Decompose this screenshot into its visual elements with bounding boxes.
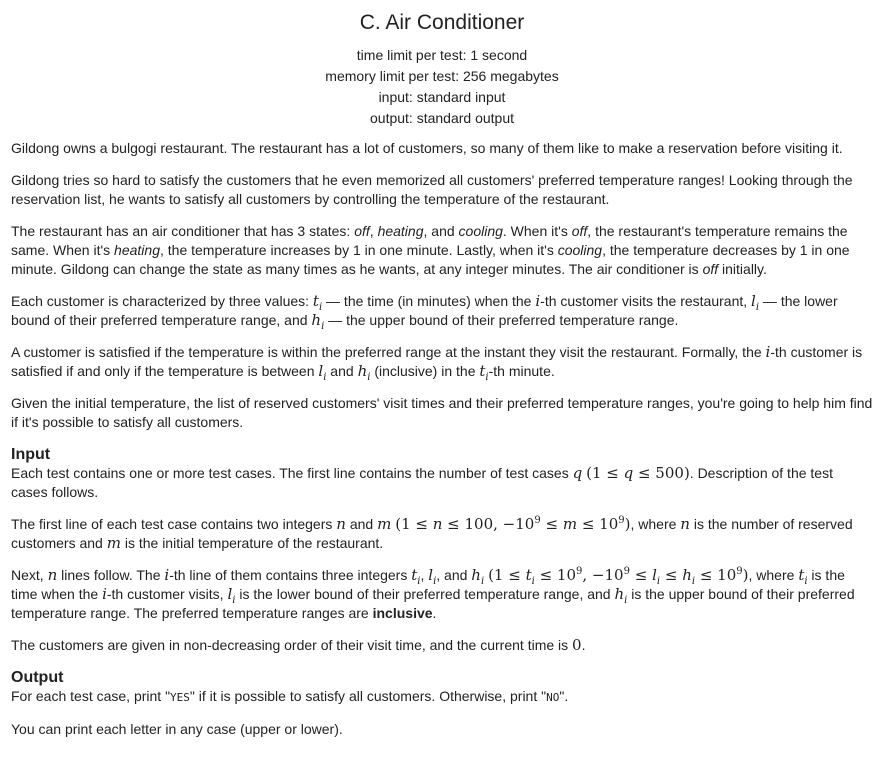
- formula-nm-range: (1 ≤ n ≤ 100, $-10^9 \le m \le 10^9$): [395, 515, 631, 533]
- formula-i: i: [535, 292, 541, 310]
- formula-h-i: $h_i$: [311, 311, 325, 332]
- formula-i: i: [102, 585, 107, 603]
- input-specification: [11, 445, 873, 655]
- formula-n: n: [47, 566, 58, 584]
- formula-t-i: $t_i$: [312, 292, 323, 313]
- yes-literal: YES: [170, 691, 190, 704]
- legend-paragraph-3: The restaurant has an air conditioner that has 3 states: off, heating, and cooling. When it's off, the restaurant's temperature remains the same. When it's heating, the temperature increases by 1 in one minute. Lastly, when it's cooling, the temperature decreases by 1 in one minute. Gildong can change the state as many times as he wants, at any integer minutes. The air conditioner is off initially.: [11, 223, 850, 277]
- input-paragraph-1: Each test contains one or more test cases. The first line contains the number of test cases q (1 ≤ q ≤ 500). Description of the test cases follows.: [11, 464, 833, 500]
- formula-h-i: $h_i$: [357, 362, 371, 383]
- formula-h-i: $h_i$: [471, 566, 485, 587]
- formula-n: n: [336, 515, 346, 533]
- legend-paragraph-5: A customer is satisfied if the temperature is within the preferred range at the instant they visit the restaurant. Formally, the i-th customer is satisfied if and only if the temperature is between $l_i$ and $h_i$ (inclusive) in the $t_i-th$ minute.: [11, 343, 863, 383]
- input-paragraph-2: The first line of each test case contains two integers n and m (1 ≤ n ≤ 100, $-10^9 \le m \le 10^9$), where n is the number of reserved customers and m is the initial temperature of the restaurant.: [11, 515, 853, 552]
- problem-header: [11, 0, 873, 129]
- formula-q: q: [572, 464, 583, 482]
- formula-l-i: $l_i$: [751, 292, 760, 313]
- no-literal: NO: [546, 691, 560, 704]
- formula-n: n: [680, 515, 690, 533]
- memory-limit: memory limit per test: 256 megabytes: [325, 68, 559, 84]
- legend-paragraph-6: Given the initial temperature, the list of reserved customers' visit times and their preferred temperature ranges, you're going to help him find if it's possible to satisfy all customers.: [11, 395, 873, 430]
- time-limit: time limit per test: 1 second: [356, 47, 528, 63]
- formula-m: m: [377, 515, 392, 533]
- legend-paragraph-2: Gildong tries so hard to satisfy the customers that he even memorized all customers' preferred temperature ranges! Looking through the reservation list, he wants to satisfy all customers by controlling the temperature of the restaurant.: [11, 172, 853, 207]
- input-paragraph-3: Next, n lines follow. The i-th line of them contains three integers $t_i$, $l_i$, and $h_i$ ($1 \le t_i \le 10^9$, $-10^9 \le l_i \le h_i \le 10^9$), where $t_i$ is the time when the i-th customer visits, $l_i$ is the lower bound of their preferred temperature range, and $h_i$ is the upper bound of their preferred temperature range. The preferred temperature ranges are inclusive.: [11, 566, 855, 621]
- input-file: input: standard input: [378, 89, 506, 105]
- formula-h-i: $h_i$: [614, 585, 628, 606]
- formula-t-i: $t_i$: [479, 362, 489, 383]
- input-section-title: Input: [11, 446, 51, 463]
- legend: [11, 139, 873, 432]
- formula-l-i: $l_i$: [318, 362, 327, 383]
- output-paragraph-2: You can print each letter in any case (upper or lower).: [11, 721, 343, 737]
- formula-t-i: $t_i$: [798, 566, 808, 587]
- formula-q-range: (1 ≤ q ≤ 500): [586, 464, 690, 482]
- formula-tlh-range: ($1 \le t_i \le 10^9$, $-10^9 \le l_i \le h_i \le 10^9$): [488, 566, 749, 587]
- legend-paragraph-1: Gildong owns a bulgogi restaurant. The restaurant has a lot of customers, so many of them like to make a reservation before visiting it.: [11, 140, 843, 156]
- formula-l-i: $l_i$: [227, 585, 236, 606]
- formula-i: i: [765, 343, 771, 361]
- formula-i: i: [164, 566, 170, 584]
- formula-t-i-l-i: $t_i$: [411, 566, 421, 587]
- formula-zero: 0: [572, 636, 582, 654]
- formula-m: m: [106, 534, 121, 552]
- output-file: output: standard output: [370, 110, 514, 126]
- output-paragraph-1: For each test case, print "YES" if it is possible to satisfy all customers. Otherwise, print "NO".: [11, 688, 569, 704]
- problem-title: C. Air Conditioner: [359, 11, 525, 34]
- output-specification: [11, 668, 873, 739]
- legend-paragraph-4: Each customer is characterized by three values: $t_i$ — the time (in minutes) when the i-th customer visits the restaurant, $l_i$ — the lower bound of their preferred temperature range, and $h_i$ — the upper bound of their preferred temperature range.: [11, 292, 838, 332]
- input-paragraph-4: The customers are given in non-decreasing order of their visit time, and the current time is 0.: [11, 636, 586, 654]
- output-section-title: Output: [11, 669, 64, 686]
